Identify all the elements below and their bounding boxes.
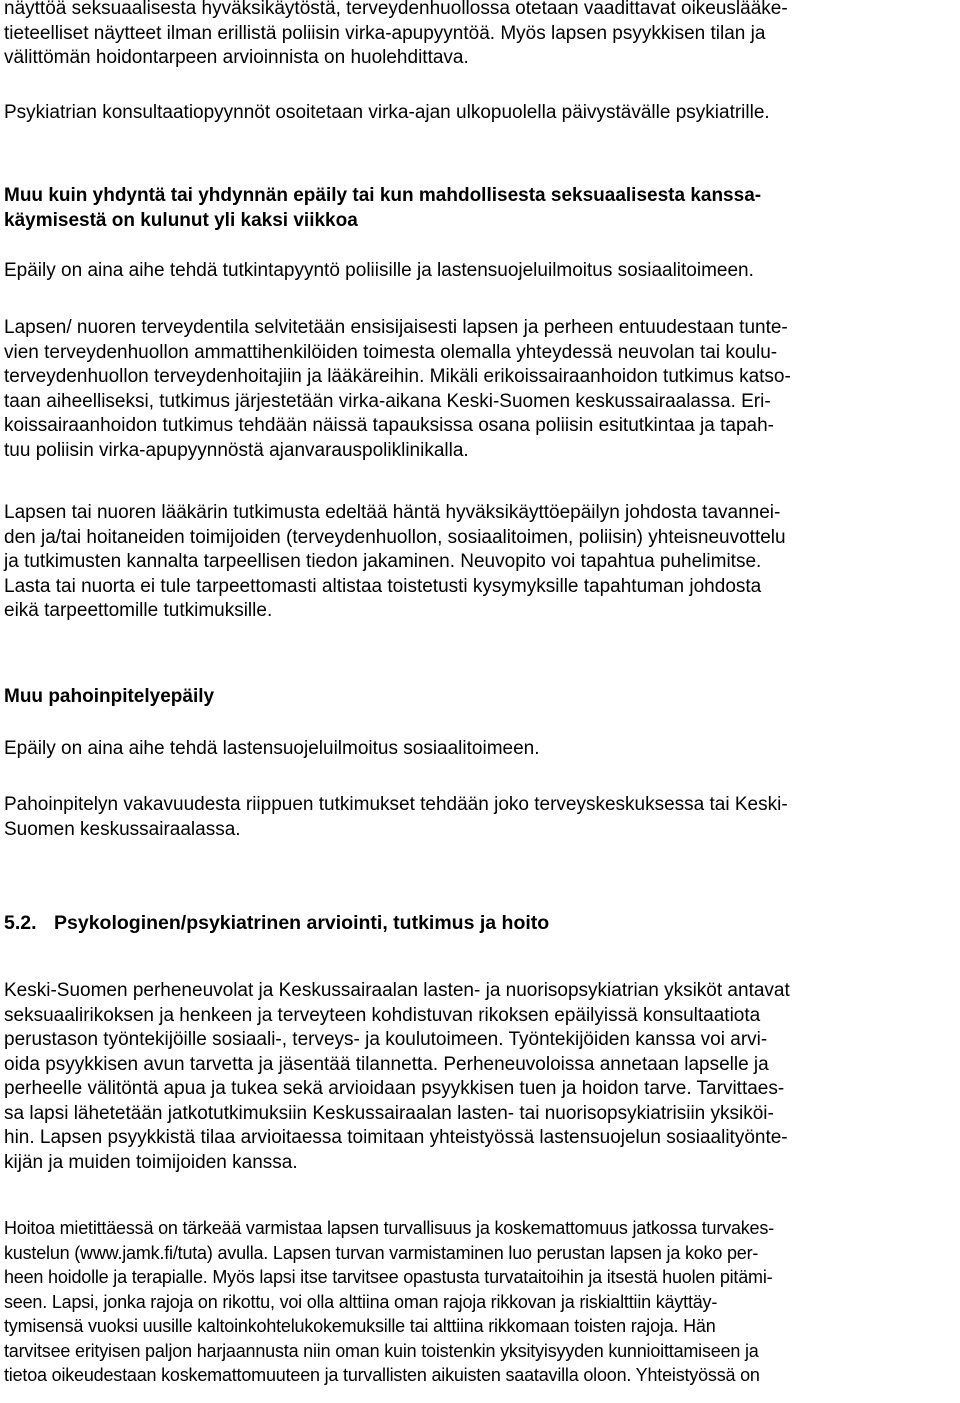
text-line: kustelun (www.jamk.fi/tuta) avulla. Lapsen turvan varmistaminen luo perustan lapsen ja koko per- xyxy=(4,1242,759,1263)
text-line: Pahoinpitelyn vakavuudesta riippuen tutkimukset tehdään joko terveyskeskuksessa tai Keski- xyxy=(4,794,788,815)
text-line: tuu poliisin virka-apupyynnöstä ajanvarauspoliklinikalla. xyxy=(4,439,469,461)
text-line: oida psyykkisen avun tarvetta ja jäsentää tilannetta. Perheneuvoloissa annetaan lapselle ja xyxy=(4,1053,769,1075)
text-line: sa lapsi lähetetään jatkotutkimuksiin Keskussairaalan lasten- tai nuorisopsykiatrisiin yksiköi- xyxy=(4,1102,774,1124)
text-line: tymisensä vuoksi uusille kaltoinkohtelukokemuksille tai alttiina rikkomaan toisten rajoja. Hän xyxy=(4,1316,716,1336)
text-line: Keski-Suomen perheneuvolat ja Keskussairaalan lasten- ja nuorisopsykiatrian yksiköt antavat xyxy=(4,980,790,1001)
text-line: den ja/tai hoitaneiden toimijoiden (terveydenhuollon, sosiaalitoimen, poliisin) yhteisneuvottelu xyxy=(4,526,786,548)
paragraph-8 xyxy=(4,979,956,1175)
section-number: 5.2. xyxy=(4,912,37,934)
text-line: seen. Lapsi, jonka rajoja on rikottu, voi olla alttiina oman rajoja rikkovan ja riskialttiin käyttäy- xyxy=(4,1291,718,1312)
text-line: kijän ja muiden toimijoiden kanssa. xyxy=(4,1151,298,1173)
paragraph-1 xyxy=(4,0,956,71)
paragraph-7 xyxy=(4,793,956,842)
text-line: Epäily on aina aihe tehdä lastensuojeluilmoitus sosiaalitoimeen. xyxy=(4,738,540,759)
text-line: käymisestä on kulunut yli kaksi viikkoa xyxy=(4,209,358,231)
text-line: heen hoidolle ja terapialle. Myös lapsi itse tarvitsee opastusta turvataitoihin ja itsestä huolen pitämi- xyxy=(4,1267,773,1287)
text-line: seksuaalirikoksen ja henkeen ja terveyteen kohdistuvan rikoksen epäilyissä konsultaatiota xyxy=(4,1004,761,1026)
text-line: Lasta tai nuorta ei tule tarpeettomasti altistaa toistetusti kysymyksille tapahtuman johdosta xyxy=(4,575,762,597)
text-line: Suomen keskussairaalassa. xyxy=(4,818,241,840)
sub-heading xyxy=(4,184,956,233)
text-line: ja tutkimusten kannalta tarpeellisen tiedon jakaminen. Neuvopito voi tapahtua puhelimitse. xyxy=(4,551,762,572)
text-line: Epäily on aina aihe tehdä tutkintapyyntö poliisille ja lastensuojeluilmoitus sosiaalitoimeen. xyxy=(4,260,754,281)
paragraph-2 xyxy=(4,101,956,126)
paragraph-3 xyxy=(4,259,956,284)
text-line: Hoitoa mietittäessä on tärkeää varmistaa lapsen turvallisuus ja koskemattomuus jatkossa turvakes- xyxy=(4,1218,774,1238)
text-line: eikä tarpeettomille tutkimuksille. xyxy=(4,600,273,621)
text-line: tarvitsee erityisen paljon harjaannusta niin oman kuin toistenkin yksityisyyden kunnioittamiseen ja xyxy=(4,1340,759,1361)
text-line: vien terveydenhuollon ammattihenkilöiden toimesta olemalla yhteydessä neuvolan tai koulu- xyxy=(4,341,778,363)
text-line: Muu kuin yhdyntä tai yhdynnän epäily tai kun mahdollisesta seksuaalisesta kanssa- xyxy=(4,185,762,206)
text-line: perustason työntekijöille sosiaali-, terveys- ja koulutoimeen. Työntekijöiden kanssa voi arvi- xyxy=(4,1029,768,1050)
text-line: näyttöä seksuaalisesta hyväksikäytöstä, terveydenhuollossa otetaan vaadittavat oikeuslääke- xyxy=(4,0,788,19)
paragraph-6 xyxy=(4,737,956,762)
paragraph-5 xyxy=(4,501,956,624)
text-line: tietoa oikeudestaan koskemattomuuteen ja turvallisten aikuisten saatavilla oloon. Yhteistyössä on xyxy=(4,1365,760,1385)
paragraph-4 xyxy=(4,316,956,463)
text-line: välittömän hoidontarpeen arvioinnista on huolehdittava. xyxy=(4,47,469,68)
text-line: hin. Lapsen psyykkistä tilaa arvioitaessa toimitaan yhteistyössä lastensuojelun sosiaalityönte- xyxy=(4,1127,788,1148)
heading-other-abuse: Muu pahoinpitelyepäily xyxy=(4,686,215,707)
text-line: Lapsen/ nuoren terveydentila selvitetään ensisijaisesti lapsen ja perheen entuudestaan tunte- xyxy=(4,317,788,338)
text-line: koissairaanhoidon tutkimus tehdään näissä tapauksissa osana poliisin esitutkintaa ja tapah- xyxy=(4,415,774,436)
section-heading xyxy=(4,912,549,935)
text-line: tieteelliset näytteet ilman erillistä poliisin virka-apupyyntöä. Myös lapsen psyykkisen tilan ja xyxy=(4,22,766,44)
paragraph-9 xyxy=(4,1216,956,1388)
section-title: Psykologinen/psykiatrinen arviointi, tutkimus ja hoito xyxy=(54,912,550,934)
text-line: perheelle välitöntä apua ja tukea sekä arvioidaan psyykkisen tuen ja hoidon tarve. Tarvittaes- xyxy=(4,1078,785,1099)
text-line: Psykiatrian konsultaatiopyynnöt osoitetaan virka-ajan ulkopuolella päivystävälle psykiatrille. xyxy=(4,102,770,123)
text-line: taan aiheelliseksi, tutkimus järjestetään virka-aikana Keski-Suomen keskussairaalassa. Eri- xyxy=(4,390,771,412)
text-line: terveydenhuollon terveydenhoitajiin ja lääkäreihin. Mikäli erikoissairaanhoidon tutkimus katso- xyxy=(4,366,791,387)
text-line: Lapsen tai nuoren lääkärin tutkimusta edeltää häntä hyväksikäyttöepäilyn johdosta tavannei- xyxy=(4,502,781,523)
